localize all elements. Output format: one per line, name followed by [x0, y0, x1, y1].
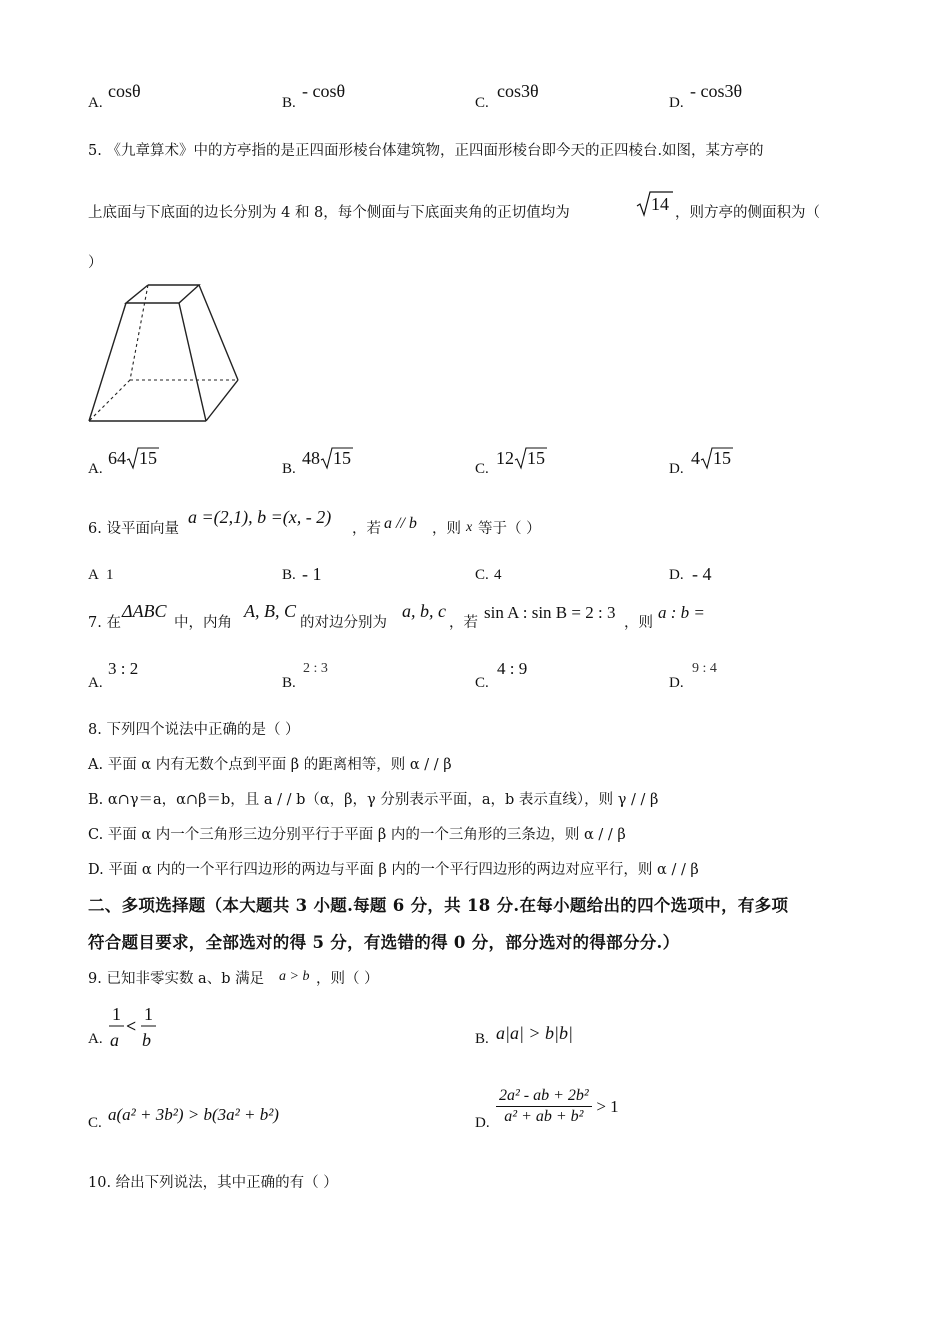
- q5-stem-line3: ）: [88, 255, 103, 271]
- q7-sides: a, b, c: [402, 601, 446, 621]
- q7-option-d-value: 9 : 4: [692, 661, 717, 676]
- q5-option-d-expr: [691, 446, 734, 470]
- q5-option-b-sqrt: [320, 446, 354, 470]
- q9-option-b-label: B.: [475, 1031, 489, 1047]
- q10-stem: 10. 给出下列说法，其中正确的有（ ）: [88, 1175, 338, 1191]
- q5-option-c-coef: 12: [496, 448, 514, 468]
- q5-option-a-expr: [108, 446, 160, 470]
- frustum-edge-front-right: [179, 303, 206, 421]
- section2-heading-line2: 符合题目要求，全部选对的得 5 分，有选错的得 0 分，部分选对的得部分分.）: [88, 933, 680, 952]
- q6-option-c-value: 4: [494, 567, 502, 583]
- frustum-edge-front-left: [89, 303, 126, 421]
- q6-stem-pre: 6. 设平面向量: [88, 521, 179, 537]
- q7-stem-mid2: 的对边分别为: [300, 615, 387, 631]
- q7-option-b-value: 2 : 3: [303, 661, 328, 676]
- q5-option-d-label: D.: [669, 461, 684, 477]
- q6-option-a-value: 1: [106, 567, 114, 583]
- q9-option-b-expr: a|a| > b|b|: [496, 1023, 573, 1043]
- q5-sqrt14: [636, 190, 674, 222]
- q7-option-c-value: 4 : 9: [497, 659, 528, 678]
- q8-option-a: A. 平面 α 内有无数个点到平面 β 的距离相等，则 α / / β: [88, 757, 452, 773]
- q8-option-c: C. 平面 α 内一个三角形三边分别平行于平面 β 内的一个三角形的三条边，则 α / / β: [88, 827, 626, 843]
- q7-option-d-label: D.: [669, 675, 684, 691]
- q5-option-c-expr: [496, 446, 548, 470]
- q8-stem: 8. 下列四个说法中正确的是（ ）: [88, 722, 300, 738]
- q7-option-c-label: C.: [475, 675, 489, 691]
- q5-option-b-expr: [302, 446, 354, 470]
- q7-option-b-label: B.: [282, 675, 296, 691]
- q6-stem-post1: ，则: [432, 521, 461, 537]
- q9-a-den1: a: [110, 1030, 119, 1050]
- frustum-top-face: [126, 285, 199, 303]
- q5-option-a-sqrt: [126, 446, 160, 470]
- q5-option-a-label: A.: [88, 461, 103, 477]
- q9-condition: a > b: [279, 969, 310, 984]
- q5-option-a-radicand: 15: [139, 448, 157, 468]
- q6-option-d-label: D.: [669, 567, 684, 583]
- q6-vectors: a =(2,1), b =(x, - 2): [188, 507, 332, 527]
- frustum-bottom-right: [206, 380, 238, 421]
- q9-option-d-numerator: 2a² - ab + 2b²: [496, 1088, 592, 1107]
- q5-option-c-label: C.: [475, 461, 489, 477]
- q4-option-b-expr: - cosθ: [302, 81, 346, 101]
- q4-option-c-label: C.: [475, 95, 489, 111]
- q5-option-b-coef: 48: [302, 448, 320, 468]
- q4-option-b-label: B.: [282, 95, 296, 111]
- q5-stem-line2-post: ，则方亭的侧面积为（: [675, 205, 820, 221]
- q6-option-b-label: B.: [282, 567, 296, 583]
- q7-condition: sin A : sin B = 2 : 3: [484, 603, 616, 622]
- q6-var-x: x: [466, 520, 473, 535]
- q7-stem-pre: 7. 在: [88, 615, 121, 631]
- q5-option-b-label: B.: [282, 461, 296, 477]
- q6-option-b-value: - 1: [302, 564, 322, 584]
- q9-a-num1: 1: [112, 1004, 121, 1024]
- q4-option-c-expr: cos3θ: [497, 81, 539, 101]
- frustum-hidden-edge-back-left: [130, 285, 148, 380]
- q9-option-a-label: A.: [88, 1031, 103, 1047]
- q6-option-c-label: C.: [475, 567, 489, 583]
- q9-option-d-label: D.: [475, 1115, 490, 1131]
- q4-option-a-label: A.: [88, 95, 103, 111]
- q5-stem-line2-pre: 上底面与下底面的边长分别为 4 和 8，每个侧面与下底面夹角的正切值均为: [88, 205, 570, 221]
- q7-triangle: ΔABC: [122, 601, 167, 621]
- q6-stem-mid: ，若: [352, 521, 381, 537]
- q9-option-d-expr: [496, 1088, 619, 1125]
- q5-stem-line1: 5. 《九章算术》中的方亭指的是正四面形棱台体建筑物，正四面形棱台即今天的正四棱台.如图，某方亭的: [88, 143, 764, 159]
- frustum-figure: [84, 280, 244, 428]
- q6-option-d-value: - 4: [692, 564, 712, 584]
- q7-option-a-label: A.: [88, 675, 103, 691]
- q9-option-d-denominator: a² + ab + b²: [504, 1108, 584, 1125]
- q4-option-d-label: D.: [669, 95, 684, 111]
- q7-option-a-value: 3 : 2: [108, 659, 139, 678]
- frustum-edge-back-right: [199, 285, 238, 380]
- q5-option-d-radicand: 15: [713, 448, 731, 468]
- q7-stem-mid3: ，若: [449, 615, 478, 631]
- q7-ask: a : b =: [658, 603, 705, 622]
- q7-stem-mid4: ，则: [624, 615, 653, 631]
- section2-heading-line1: 二、多项选择题（本大题共 3 小题.每题 6 分，共 18 分.在每小题给出的四个选项中，有多项: [88, 896, 789, 915]
- q9-stem-pre: 9. 已知非零实数 a、b 满足: [88, 971, 265, 987]
- q9-a-den2: b: [142, 1030, 151, 1050]
- q7-stem-mid1: 中，内角: [174, 615, 232, 631]
- q9-option-d-fraction: [496, 1088, 592, 1125]
- q5-sqrt-radicand: 14: [651, 194, 669, 214]
- q9-stem-post: ，则（ ）: [316, 971, 379, 987]
- q5-option-b-radicand: 15: [333, 448, 351, 468]
- q5-option-c-radicand: 15: [527, 448, 545, 468]
- q5-option-d-sqrt: [700, 446, 734, 470]
- q9-option-a-expr: [106, 1002, 160, 1054]
- q9-option-c-expr: a(a² + 3b²) > b(3a² + b²): [108, 1105, 279, 1124]
- q4-option-d-expr: - cos3θ: [690, 81, 743, 101]
- q7-angles: A, B, C: [244, 601, 296, 621]
- q9-option-d-rhs: > 1: [596, 1097, 619, 1116]
- q4-option-a-expr: cosθ: [108, 81, 141, 101]
- q9-a-lt: <: [126, 1016, 137, 1036]
- q9-option-c-label: C.: [88, 1115, 102, 1131]
- q5-option-d-coef: 4: [691, 448, 700, 468]
- q8-option-b: B. α∩γ＝a，α∩β＝b，且 a / / b（α，β，γ 分别表示平面，a，b 表示直线），则 γ / / β: [88, 792, 659, 808]
- q9-a-num2: 1: [144, 1004, 153, 1024]
- q8-option-d: D. 平面 α 内的一个平行四边形的两边与平面 β 内的一个平行四边形的两边对应平行，则 α / / β: [88, 862, 699, 878]
- q6-option-a-label: A: [88, 567, 99, 583]
- q6-condition: a // b: [384, 515, 417, 532]
- q5-option-c-sqrt: [514, 446, 548, 470]
- q5-option-a-coef: 64: [108, 448, 126, 468]
- q6-stem-post2: 等于（ ）: [478, 521, 541, 537]
